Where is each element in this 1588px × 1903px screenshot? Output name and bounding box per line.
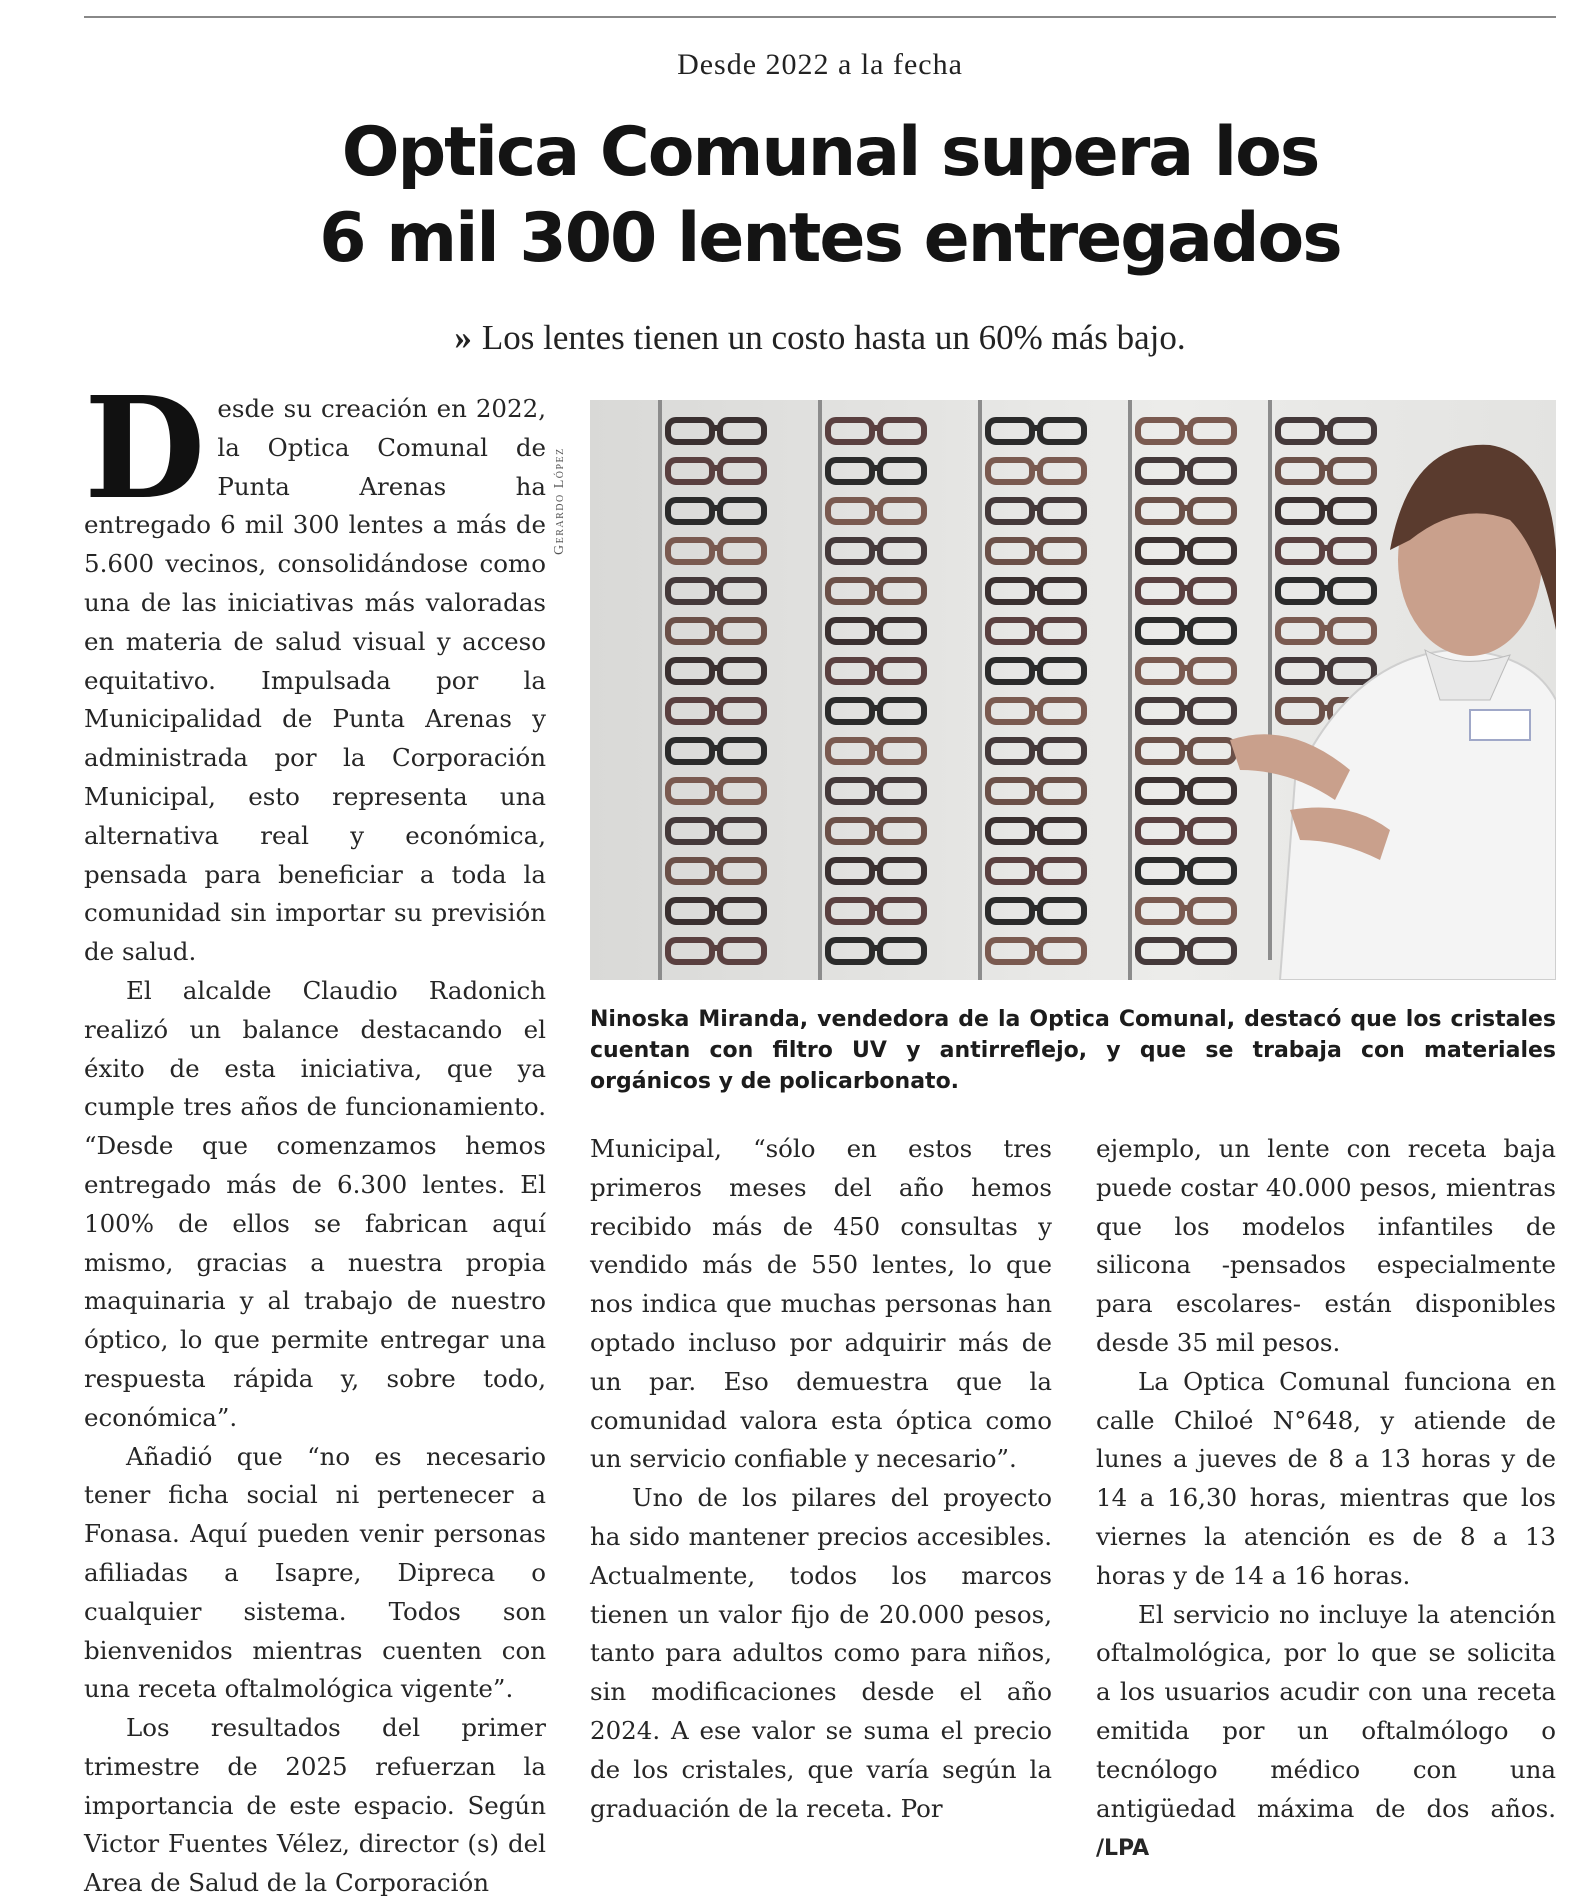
article-column-1 bbox=[84, 367, 546, 1898]
author-signature: /LPA bbox=[1096, 1836, 1150, 1862]
paragraph-text: El servicio no incluye la atención oftalmológica, por lo que se solicita a los usuarios acudir con una receta emitida por un oftalmólogo o tecnólogo médico con una antigüedad máxima de dos años. bbox=[1096, 1599, 1556, 1823]
kicker: Desde 2022 a la fecha bbox=[677, 48, 963, 81]
headline bbox=[180, 110, 1480, 282]
paragraph: Uno de los pilares del proyecto ha sido mantener precios accesibles. Actualmente, todos los marcos tienen un valor fijo de 20.000 pesos, tanto para adultos como para niños, sin modificaciones desde el año 2024. A ese valor se suma el precio de los cristales, que varía según la graduación de la receta. Por bbox=[590, 1483, 1052, 1823]
double-chevron-icon: » bbox=[454, 318, 472, 357]
subheadline-text: Los lentes tienen un costo hasta un 60% más bajo. bbox=[481, 318, 1186, 357]
paragraph-last bbox=[1096, 1596, 1556, 1870]
photo-credit bbox=[548, 395, 576, 555]
paragraph: esde su creación en 2022, la Optica Comunal de Punta Arenas ha entregado 6 mil 300 lentes a más de 5.600 vecinos, consolidándose como una de las iniciativas más valoradas en materia de salud visual y acceso equitativo. Impulsada por la Municipalidad de Punta Arenas y administrada por la Corporación Municipal, esto representa una alternativa real y económica, pensada para beneficiar a toda la comunidad sin importar su previsión de salud. bbox=[84, 394, 546, 967]
subheadline bbox=[0, 318, 1588, 358]
paragraph: El alcalde Claudio Radonich realizó un balance destacando el éxito de esta iniciativa, que ya cumple tres años de funcionamiento. “Desde que comenzamos hemos entregado más de 6.300 lentes. El 100% de ellos se fabrican aquí mismo, gracias a nuestra propia maquinaria y al trabajo de nuestro óptico, lo que permite entregar una respuesta rápida y, sobre todo, económica”. bbox=[84, 975, 546, 1432]
paragraph: Añadió que “no es necesario tener ficha social ni pertenecer a Fonasa. Aquí pueden venir personas afiliadas a Isapre, Dipreca o cualquier sistema. Todos son bienvenidos mientras cuenten con una receta oftalmológica vigente”. bbox=[84, 1441, 546, 1704]
paragraph: Los resultados del primer trimestre de 2025 refuerzan la importancia de este espacio. Según Victor Fuentes Vélez, director (s) del Area de Salud de la Corporación bbox=[84, 1713, 546, 1898]
dropcap: D bbox=[84, 367, 206, 531]
top-rule bbox=[84, 16, 1556, 18]
article-column-2 bbox=[590, 1130, 1052, 1850]
photo-caption: Ninoska Miranda, vendedora de la Optica Comunal, destacó que los cristales cuentan con filtro UV y antirreflejo, y que se trabaja con materiales orgánicos y de policarbonato. bbox=[590, 1007, 1556, 1094]
paragraph: ejemplo, un lente con receta baja puede costar 40.000 pesos, mientras que los modelos infantiles de silicona -pensados especialmente para escolares- están disponibles desde 35 mil pesos. bbox=[1096, 1134, 1556, 1357]
article-photo bbox=[590, 400, 1556, 980]
paragraph: Municipal, “sólo en estos tres primeros meses del año hemos recibido más de 450 consultas y vendido más de 550 lentes, lo que nos indica que muchas personas han optado incluso por adquirir más de un par. Eso demuestra que la comunidad valora esta óptica como un servicio confiable y necesario”. bbox=[590, 1134, 1052, 1474]
photo-credit-text: Gerardo López bbox=[552, 447, 567, 555]
headline-line-2: 6 mil 300 lentes entregados bbox=[319, 199, 1341, 278]
headline-line-1: Optica Comunal supera los bbox=[341, 113, 1319, 192]
paragraph: La Optica Comunal funciona en calle Chiloé N°648, y atiende de lunes a jueves de 8 a 13 horas y de 14 a 16,30 horas, mientras que los viernes la atención es de 8 a 13 horas y de 14 a 16 horas. bbox=[1096, 1366, 1556, 1590]
article-column-3 bbox=[1096, 1130, 1556, 1862]
